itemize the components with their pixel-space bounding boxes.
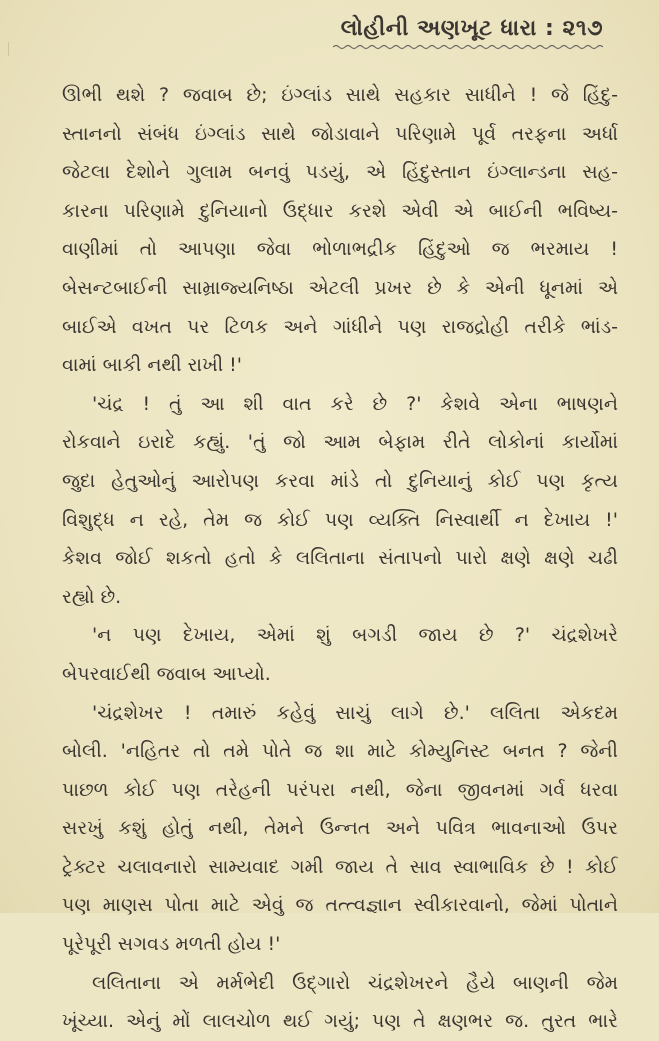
text-line: બાઈએ વખત પર ટિળક અને ગાંધીને પણ રાજદ્રોહી તરીકે ભાંડ- <box>62 315 618 338</box>
text-line: વામાં બાકી નથી રાખી !' <box>62 354 243 377</box>
text-line: વાણીમાં તો આપણા જેવા ભોળાભદ્રીક હિંદુઓ જ ભરમાય ! <box>62 238 618 261</box>
text-line: પાછળ કોઈ પણ તરેહની પરંપરા નથી, જેના જીવનમાં ગર્વ ધરવા <box>62 778 618 801</box>
text-line: પૂરેપૂરી સગવડ મળતી હોય !' <box>62 933 281 956</box>
running-head <box>333 16 603 51</box>
text-line: સરખું કશું હોતું નથી, તેમને ઉન્નત અને પવિત્ર ભાવનાઓ ઉપર <box>62 817 618 840</box>
text-line: જુદા હેતુઓનું આરોપણ કરવા માંડે તો દુનિયાનું કોઈ પણ કૃત્ય <box>62 469 618 492</box>
text-line: 'ચંદ્ર ! તું આ શી વાત કરે છે ?' કેશવે એના ભાષણને <box>92 392 618 415</box>
margin-mark <box>8 42 12 56</box>
text-line: બેપરવાઈથી જવાબ આપ્યો. <box>62 662 271 685</box>
text-line: કારના પરિણામે દુનિયાનો ઉદ્ધાર કરશે એવી એ બાઈની ભવિષ્ય- <box>62 199 618 222</box>
text-line: રોકવાને ઇરાદે કહ્યું. 'તું જો આમ બેફામ રીતે લોકોનાં કાર્યોમાં <box>62 431 618 454</box>
text-line: બોલી. 'નહિતર તો તમે પોતે જ શા માટે કોમ્યુનિસ્ટ બનત ? જેની <box>62 740 618 763</box>
text-line: જેટલા દેશોને ગુલામ બનવું પડયું, એ હિંદુસ્તાન ઇંગ્લાન્ડના સહ- <box>62 161 618 184</box>
running-head-wavy-rule <box>333 43 603 51</box>
text-line: રહ્યો છે. <box>62 585 122 608</box>
text-line: વિશુદ્ધ ન રહે, તેમ જ કોઈ પણ વ્યક્તિ નિસ્વાર્થી ન દેખાય !' <box>62 508 618 531</box>
text-line: ટ્રેક્ટર ચલાવનારો સામ્યવાદ ગમી જાય તે સાવ સ્વાભાવિક છે ! કોઈ <box>62 855 618 878</box>
text-line: સ્તાનનો સંબંધ ઇંગ્લાંડ સાથે જોડાવાને પરિણામે પૂર્વ તરફના અર્ધા <box>62 122 618 145</box>
text-line: 'ચંદ્રશેખર ! તમારું કહેવું સાચું લાગે છે.' લલિતા એકદમ <box>92 701 618 724</box>
text-line: ખૂંચ્યા. એનું મોં લાલચોળ થઈ ગયું; પણ તે ક્ષણભર જ. તુરત ભારે <box>62 1010 618 1033</box>
text-line: કેશવ જોઈ શકતો હતો કે લલિતાના સંતાપનો પારો ક્ષણે ક્ષણે ચઢી <box>62 547 618 570</box>
text-line: બેસન્ટબાઈની સામ્રાજ્યનિષ્ઠા એટલી પ્રખર છે કે એની ધૂનમાં એ <box>62 276 618 299</box>
text-line: 'ન પણ દેખાય, એમાં શું બગડી જાય છે ?' ચંદ્રશેખરે <box>92 624 618 647</box>
body-text <box>62 76 618 1041</box>
text-line: ઊભી થશે ? જવાબ છે; ઇંગ્લાંડ સાથે સહકાર સાધીને ! જે હિંદુ- <box>62 84 618 106</box>
text-line: લલિતાના એ મર્મભેદી ઉદ્ગારો ચંદ્રશેખરને હૈયે બાણની જેમ <box>92 971 618 994</box>
text-line: પણ માણસ પોતા માટે એવું જ તત્ત્વજ્ઞાન સ્વીકારવાનો, જેમાં પોતાને <box>62 894 618 917</box>
running-head-title: લોહીની અણખૂટ ધારા : ૨૧૭ <box>340 16 603 41</box>
